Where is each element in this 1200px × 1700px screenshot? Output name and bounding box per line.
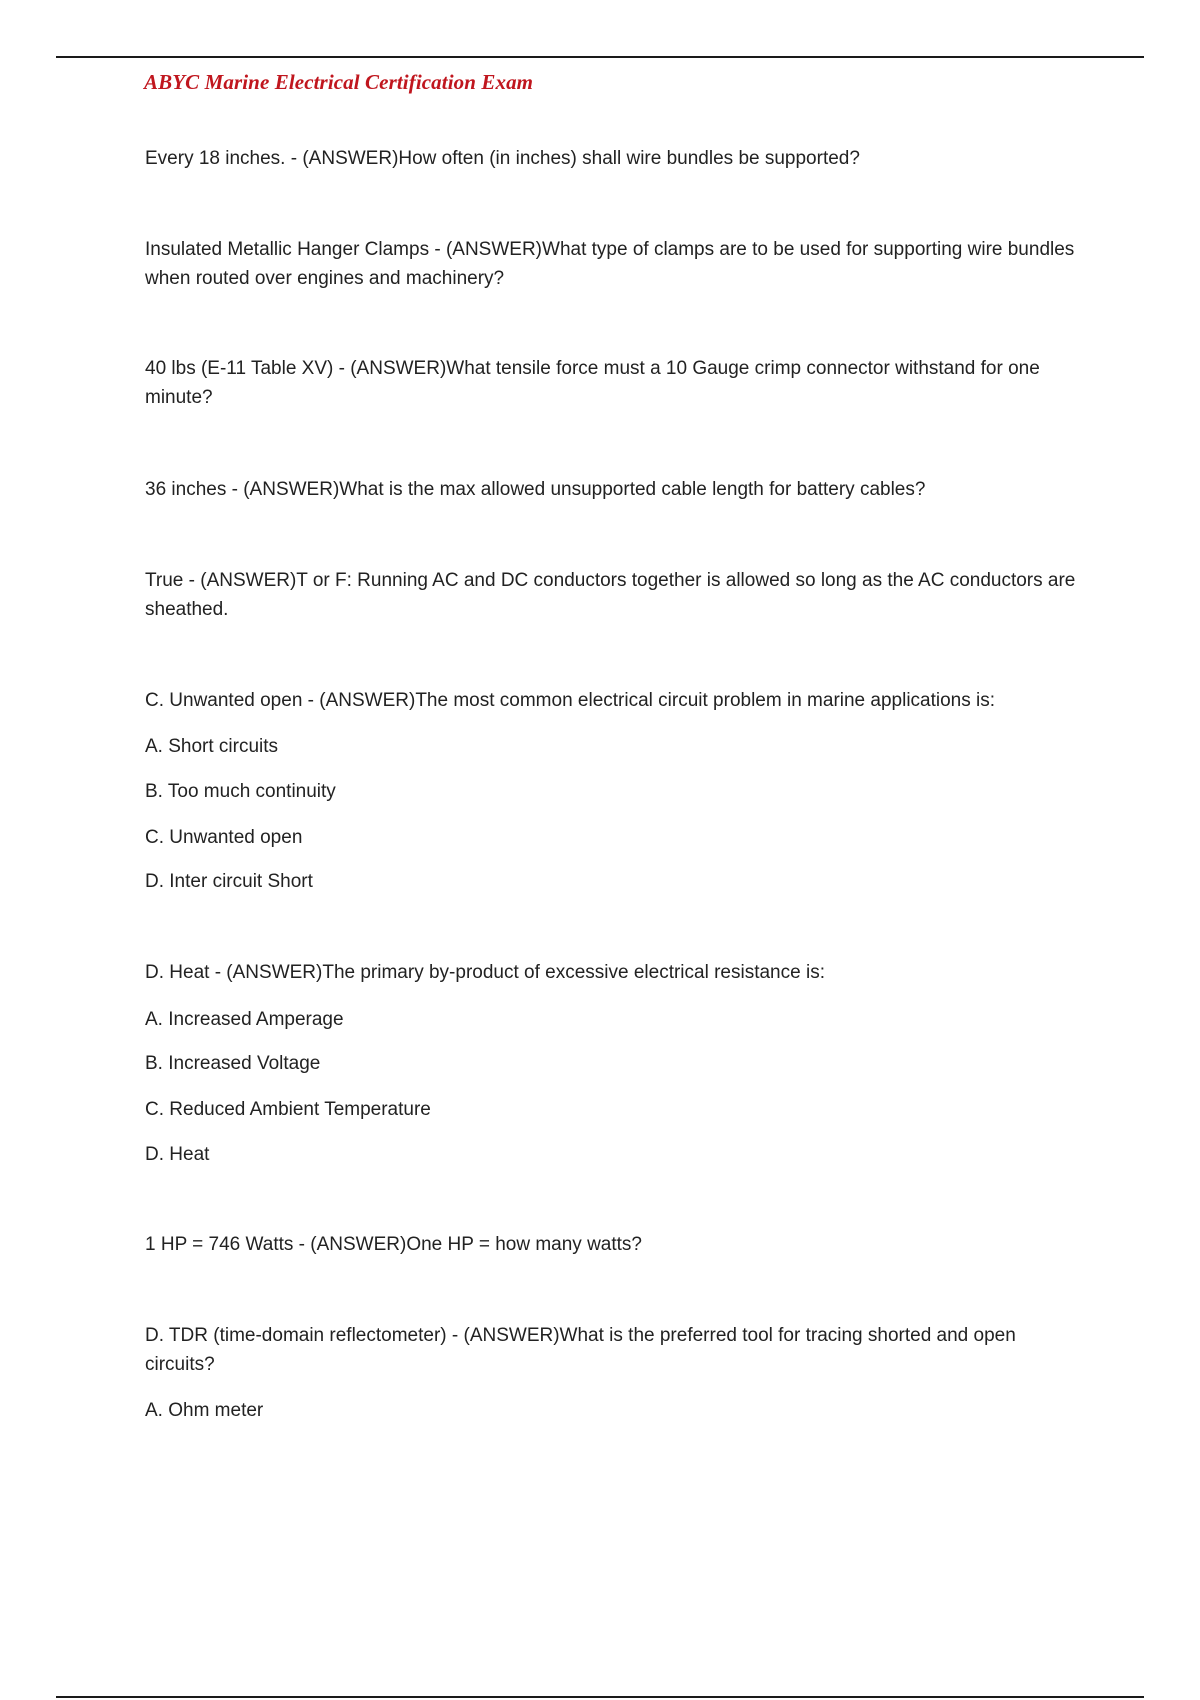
option-item: C. Reduced Ambient Temperature (145, 1099, 431, 1120)
footer-rule (56, 1696, 1144, 1698)
qa-item-3: 40 lbs (E-11 Table XV) - (ANSWER)What tensile force must a 10 Gauge crimp connector withstand for one minute? (145, 358, 1040, 408)
qa-item-9: D. TDR (time-domain reflectometer) - (ANSWER)What is the preferred tool for tracing shorted and open circuits? (145, 1325, 1016, 1375)
qa-item-2: Insulated Metallic Hanger Clamps - (ANSWER)What type of clamps are to be used for supporting wire bundles when routed over engines and machinery? (145, 239, 1075, 289)
qa-item-4: 36 inches - (ANSWER)What is the max allowed unsupported cable length for battery cables? (145, 479, 926, 500)
qa-item-1: Every 18 inches. - (ANSWER)How often (in inches) shall wire bundles be supported? (145, 148, 860, 169)
option-item: B. Too much continuity (145, 781, 336, 802)
option-item: D. Heat (145, 1144, 210, 1165)
page-title: ABYC Marine Electrical Certification Exam (144, 70, 534, 94)
option-item: B. Increased Voltage (145, 1053, 321, 1074)
option-item: C. Unwanted open (145, 827, 303, 848)
header-rule (56, 56, 1144, 58)
qa-item-5: True - (ANSWER)T or F: Running AC and DC conductors together is allowed so long as the AC conductors are sheathed. (145, 570, 1076, 620)
option-item: D. Inter circuit Short (145, 871, 313, 892)
qa-item-6: C. Unwanted open - (ANSWER)The most common electrical circuit problem in marine applications is: (145, 690, 996, 711)
option-item: A. Ohm meter (145, 1400, 264, 1421)
qa-item-7: D. Heat - (ANSWER)The primary by-product of excessive electrical resistance is: (145, 962, 825, 983)
option-item: A. Increased Amperage (145, 1009, 344, 1030)
qa-item-8: 1 HP = 746 Watts - (ANSWER)One HP = how many watts? (145, 1234, 642, 1255)
option-item: A. Short circuits (145, 736, 279, 757)
